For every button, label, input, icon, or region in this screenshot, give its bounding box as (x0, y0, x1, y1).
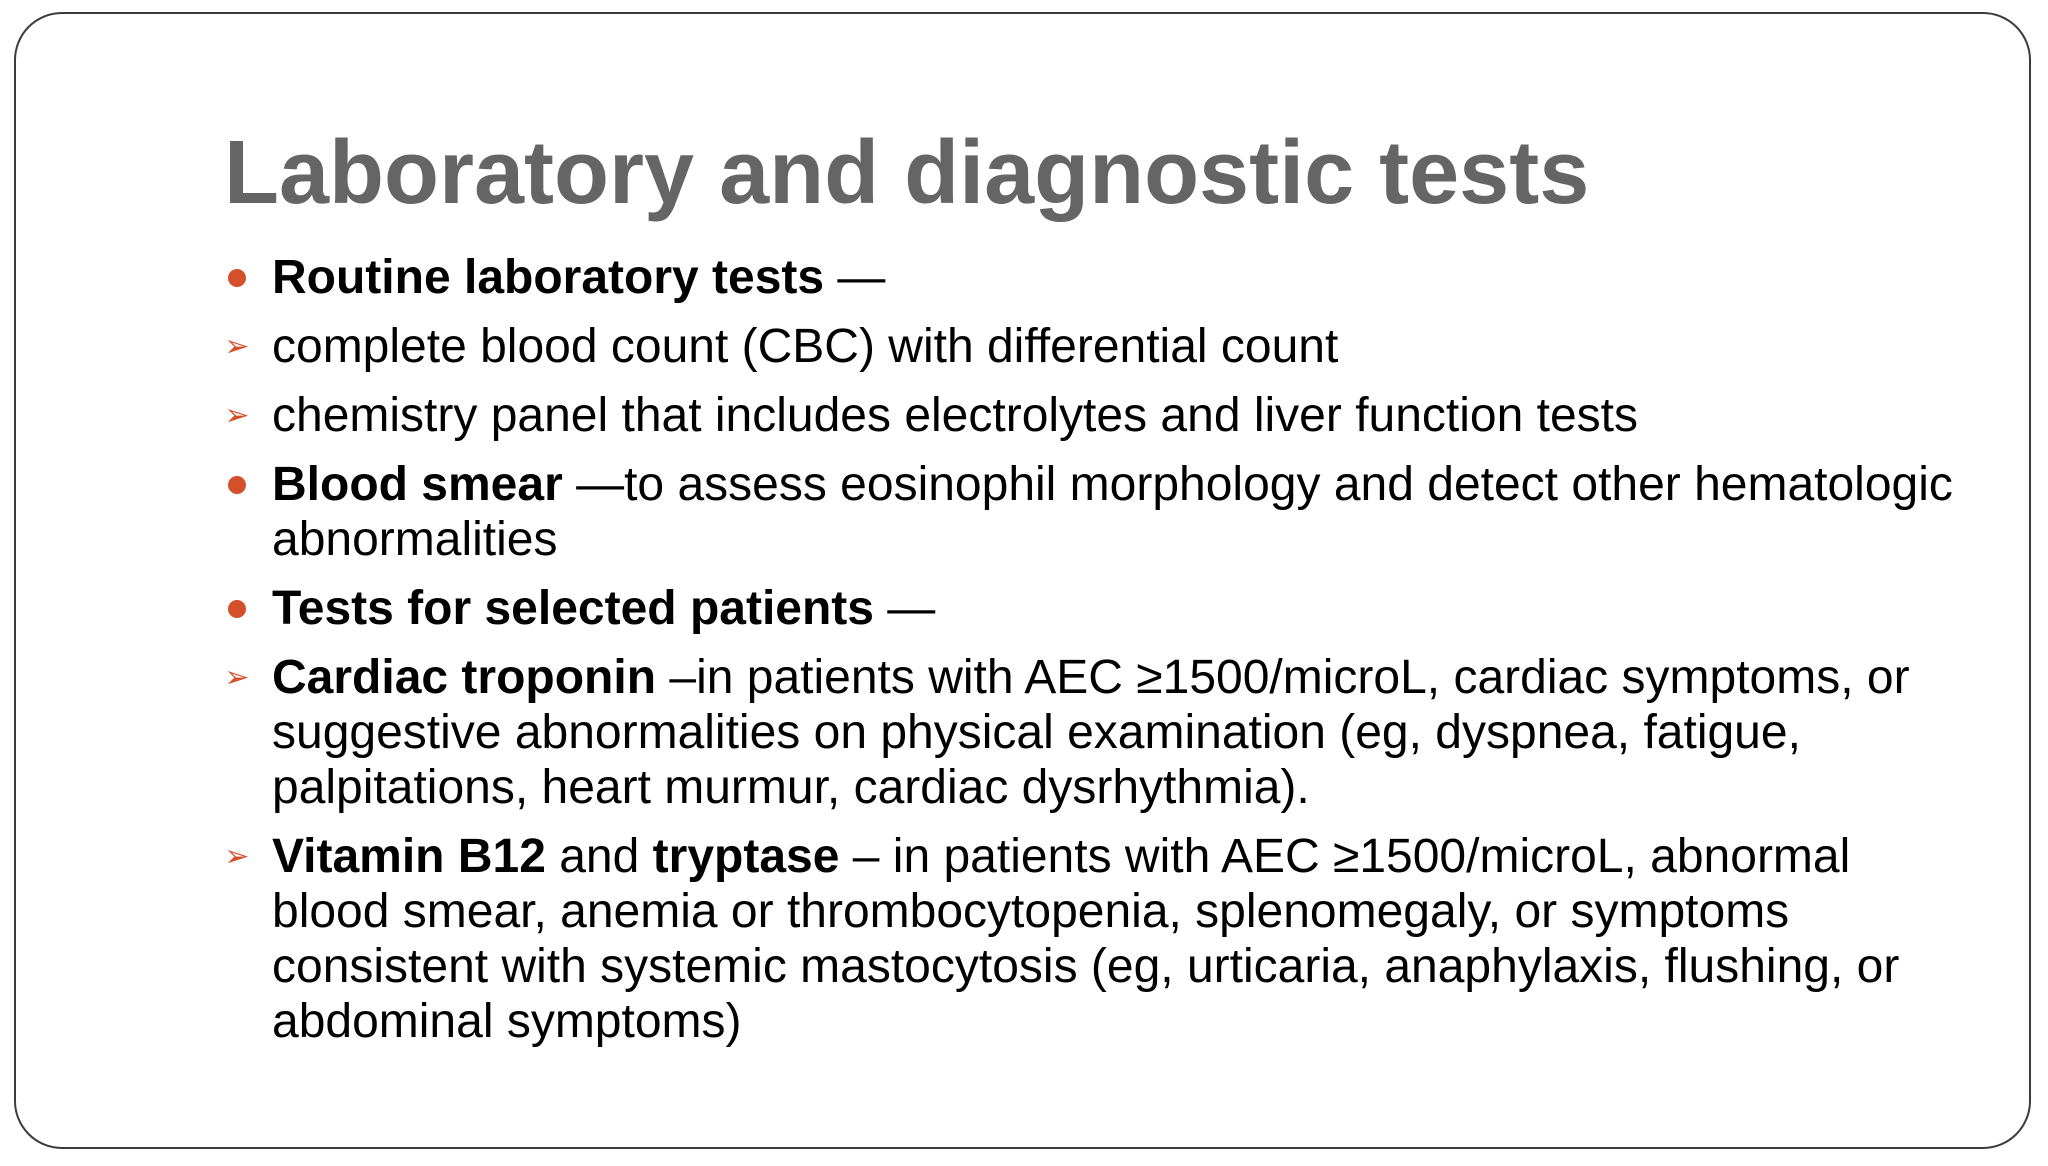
arrow-bullet-icon: ➢ (224, 839, 250, 874)
list-item-blood-smear (222, 457, 1962, 567)
list-item-routine-tests (222, 250, 1962, 305)
slide-title: Laboratory and diagnostic tests (224, 123, 1590, 223)
dot-bullet-icon (222, 250, 252, 305)
item-text: chemistry panel that includes electrolytes and liver function tests (272, 389, 1639, 442)
item-heading-2: tryptase (652, 830, 840, 883)
bullet-list (222, 250, 1962, 1063)
item-text: —to assess eosinophil morphology and detect other hematologic abnormalities (272, 458, 1953, 566)
item-heading: Routine laboratory tests (272, 251, 825, 304)
item-text: complete blood count (CBC) with differential count (272, 320, 1339, 373)
item-text: — (824, 251, 886, 304)
item-text: –in patients with AEC ≥1500/microL, cardiac symptoms, or suggestive abnormalities on physical examination (eg, dyspnea, fatigue, palpitations, heart murmur, cardiac dysrhythmia). (272, 651, 1910, 814)
arrow-bullet-icon: ➢ (224, 660, 250, 695)
item-heading: Cardiac troponin (272, 651, 657, 704)
item-heading: Tests for selected patients (272, 582, 874, 635)
item-heading: Vitamin B12 (272, 830, 546, 883)
dot-bullet-icon (222, 581, 252, 636)
dot-bullet-icon (222, 457, 252, 512)
arrow-bullet-icon: ➢ (224, 329, 250, 364)
list-item-cbc (222, 319, 1962, 374)
item-heading: Blood smear (272, 458, 563, 511)
item-connector: and (545, 830, 653, 883)
list-item-cardiac-troponin (222, 650, 1962, 815)
list-item-vitamin-b12-tryptase (222, 829, 1962, 1049)
list-item-selected-patients (222, 581, 1962, 636)
item-text: — (873, 582, 936, 635)
list-item-chemistry-panel (222, 388, 1962, 443)
item-text: – in patients with AEC ≥1500/microL, abnormal blood smear, anemia or thrombocytopenia, splenomegaly, or symptoms consistent with systemic mastocytosis (eg, urticaria, anaphylaxis, flushing, or abdominal symptoms) (272, 830, 1900, 1048)
arrow-bullet-icon: ➢ (224, 398, 250, 433)
